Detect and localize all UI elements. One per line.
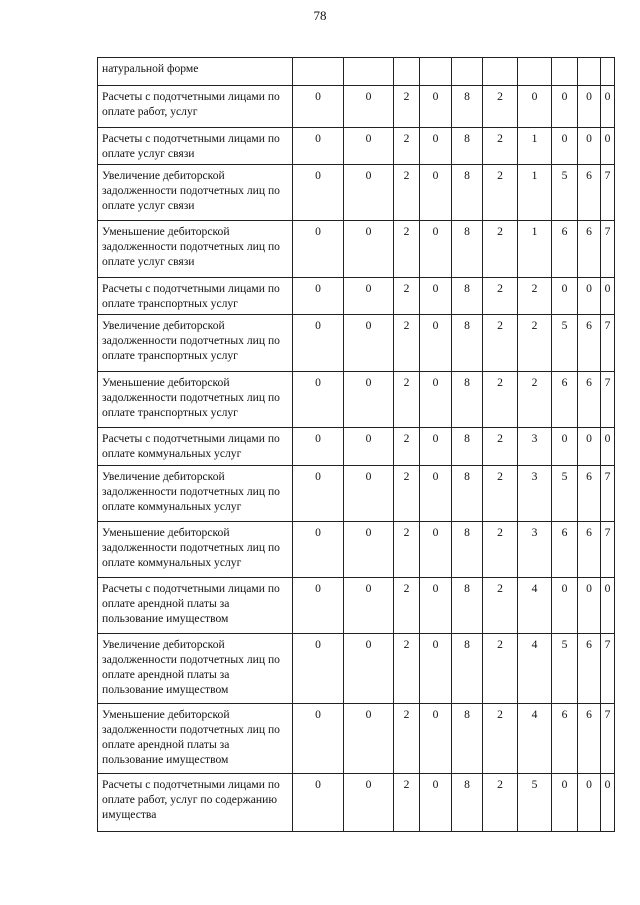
code-digit-4: 0 xyxy=(420,704,452,774)
row-label: Уменьшение дебиторской задолженности подотчетных лиц по оплате арендной платы за пользование имуществом xyxy=(98,704,293,774)
code-digit-10: 7 xyxy=(601,372,615,428)
code-digit-3: 2 xyxy=(394,634,420,704)
code-digit-2: 0 xyxy=(344,774,394,832)
table-row xyxy=(98,278,615,315)
code-digit-1: 0 xyxy=(293,704,344,774)
code-digit-7: 1 xyxy=(518,128,552,165)
code-digit-2: 0 xyxy=(344,128,394,165)
code-digit-10 xyxy=(601,58,615,86)
code-digit-5: 8 xyxy=(452,221,483,278)
code-digit-10: 0 xyxy=(601,428,615,466)
table-row xyxy=(98,704,615,774)
code-digit-3: 2 xyxy=(394,315,420,372)
code-digit-9 xyxy=(578,58,601,86)
code-digit-6: 2 xyxy=(483,522,518,578)
code-digit-1 xyxy=(293,58,344,86)
code-digit-6: 2 xyxy=(483,315,518,372)
code-digit-10: 7 xyxy=(601,466,615,522)
code-digit-4: 0 xyxy=(420,278,452,315)
code-digit-1: 0 xyxy=(293,634,344,704)
code-digit-5: 8 xyxy=(452,372,483,428)
code-digit-4: 0 xyxy=(420,315,452,372)
table-row xyxy=(98,578,615,634)
code-digit-8: 0 xyxy=(552,774,578,832)
code-digit-4: 0 xyxy=(420,522,452,578)
code-digit-8: 6 xyxy=(552,704,578,774)
code-digit-4: 0 xyxy=(420,634,452,704)
code-digit-10: 0 xyxy=(601,86,615,128)
row-label: Расчеты с подотчетными лицами по оплате транспортных услуг xyxy=(98,278,293,315)
code-digit-5: 8 xyxy=(452,704,483,774)
row-label: Уменьшение дебиторской задолженности подотчетных лиц по оплате транспортных услуг xyxy=(98,372,293,428)
code-digit-8: 5 xyxy=(552,634,578,704)
code-digit-8 xyxy=(552,58,578,86)
code-digit-8: 6 xyxy=(552,522,578,578)
code-digit-10: 0 xyxy=(601,278,615,315)
code-digit-4: 0 xyxy=(420,165,452,221)
code-digit-9: 0 xyxy=(578,428,601,466)
code-digit-10: 7 xyxy=(601,315,615,372)
code-digit-6: 2 xyxy=(483,578,518,634)
code-digit-2: 0 xyxy=(344,221,394,278)
table-row xyxy=(98,58,615,86)
code-digit-7: 0 xyxy=(518,86,552,128)
code-digit-1: 0 xyxy=(293,428,344,466)
code-digit-8: 0 xyxy=(552,578,578,634)
code-digit-3: 2 xyxy=(394,372,420,428)
code-digit-4: 0 xyxy=(420,774,452,832)
code-digit-10: 7 xyxy=(601,634,615,704)
code-digit-7: 5 xyxy=(518,774,552,832)
code-digit-9: 6 xyxy=(578,466,601,522)
table-row xyxy=(98,86,615,128)
row-label: Увеличение дебиторской задолженности подотчетных лиц по оплате арендной платы за пользование имуществом xyxy=(98,634,293,704)
row-label: Расчеты с подотчетными лицами по оплате коммунальных услуг xyxy=(98,428,293,466)
code-digit-4: 0 xyxy=(420,578,452,634)
code-digit-7: 4 xyxy=(518,634,552,704)
code-digit-2: 0 xyxy=(344,522,394,578)
code-digit-1: 0 xyxy=(293,522,344,578)
code-digit-1: 0 xyxy=(293,221,344,278)
code-digit-3: 2 xyxy=(394,128,420,165)
code-digit-8: 5 xyxy=(552,315,578,372)
code-digit-7: 2 xyxy=(518,278,552,315)
code-digit-3: 2 xyxy=(394,165,420,221)
row-label: Уменьшение дебиторской задолженности подотчетных лиц по оплате услуг связи xyxy=(98,221,293,278)
code-digit-10: 7 xyxy=(601,704,615,774)
code-digit-2: 0 xyxy=(344,315,394,372)
code-digit-1: 0 xyxy=(293,86,344,128)
code-digit-2: 0 xyxy=(344,428,394,466)
code-digit-5: 8 xyxy=(452,315,483,372)
row-label: Расчеты с подотчетными лицами по оплате услуг связи xyxy=(98,128,293,165)
code-digit-1: 0 xyxy=(293,466,344,522)
code-digit-4: 0 xyxy=(420,372,452,428)
code-digit-5: 8 xyxy=(452,128,483,165)
code-digit-7: 1 xyxy=(518,165,552,221)
code-digit-3: 2 xyxy=(394,704,420,774)
code-digit-1: 0 xyxy=(293,372,344,428)
code-digit-5: 8 xyxy=(452,522,483,578)
code-digit-5: 8 xyxy=(452,466,483,522)
code-digit-3 xyxy=(394,58,420,86)
code-digit-3: 2 xyxy=(394,221,420,278)
table-body xyxy=(98,58,615,832)
code-digit-8: 0 xyxy=(552,86,578,128)
code-digit-7: 3 xyxy=(518,428,552,466)
row-label: Расчеты с подотчетными лицами по оплате арендной платы за пользование имуществом xyxy=(98,578,293,634)
code-digit-4: 0 xyxy=(420,86,452,128)
code-digit-9: 6 xyxy=(578,522,601,578)
code-digit-8: 0 xyxy=(552,128,578,165)
code-digit-7: 4 xyxy=(518,704,552,774)
code-digit-7: 2 xyxy=(518,372,552,428)
page-number: 78 xyxy=(313,8,327,23)
code-digit-3: 2 xyxy=(394,278,420,315)
code-digit-3: 2 xyxy=(394,466,420,522)
code-digit-3: 2 xyxy=(394,578,420,634)
code-digit-8: 6 xyxy=(552,372,578,428)
table-row xyxy=(98,774,615,832)
code-digit-4 xyxy=(420,58,452,86)
code-digit-9: 0 xyxy=(578,128,601,165)
code-digit-8: 0 xyxy=(552,428,578,466)
code-digit-2 xyxy=(344,58,394,86)
code-digit-6: 2 xyxy=(483,466,518,522)
code-digit-2: 0 xyxy=(344,634,394,704)
code-digit-9: 0 xyxy=(578,774,601,832)
row-label: Расчеты с подотчетными лицами по оплате работ, услуг по содержанию имущества xyxy=(98,774,293,832)
code-digit-4: 0 xyxy=(420,466,452,522)
code-digit-7: 4 xyxy=(518,578,552,634)
code-digit-6: 2 xyxy=(483,774,518,832)
code-digit-8: 6 xyxy=(552,221,578,278)
code-digit-2: 0 xyxy=(344,372,394,428)
code-digit-10: 7 xyxy=(601,522,615,578)
table-row xyxy=(98,165,615,221)
code-digit-10: 7 xyxy=(601,165,615,221)
code-digit-5: 8 xyxy=(452,634,483,704)
code-digit-8: 0 xyxy=(552,278,578,315)
code-digit-2: 0 xyxy=(344,704,394,774)
code-digit-5: 8 xyxy=(452,165,483,221)
code-digit-5: 8 xyxy=(452,428,483,466)
code-digit-10: 0 xyxy=(601,774,615,832)
table-row xyxy=(98,221,615,278)
code-digit-1: 0 xyxy=(293,128,344,165)
code-digit-1: 0 xyxy=(293,278,344,315)
code-digit-6: 2 xyxy=(483,634,518,704)
code-digit-10: 0 xyxy=(601,578,615,634)
code-digit-9: 0 xyxy=(578,86,601,128)
code-digit-5 xyxy=(452,58,483,86)
code-digit-1: 0 xyxy=(293,165,344,221)
code-digit-6: 2 xyxy=(483,221,518,278)
code-digit-6: 2 xyxy=(483,704,518,774)
table-row xyxy=(98,428,615,466)
code-digit-2: 0 xyxy=(344,578,394,634)
code-digit-1: 0 xyxy=(293,578,344,634)
code-digit-1: 0 xyxy=(293,774,344,832)
code-digit-9: 6 xyxy=(578,165,601,221)
row-label: Уменьшение дебиторской задолженности подотчетных лиц по оплате коммунальных услуг xyxy=(98,522,293,578)
code-digit-4: 0 xyxy=(420,221,452,278)
table-row xyxy=(98,315,615,372)
code-digit-8: 5 xyxy=(552,165,578,221)
row-label: Увеличение дебиторской задолженности подотчетных лиц по оплате коммунальных услуг xyxy=(98,466,293,522)
code-digit-9: 6 xyxy=(578,372,601,428)
code-digit-6: 2 xyxy=(483,128,518,165)
table-row xyxy=(98,372,615,428)
code-digit-5: 8 xyxy=(452,86,483,128)
code-digit-10: 7 xyxy=(601,221,615,278)
code-digit-9: 6 xyxy=(578,315,601,372)
code-digit-7 xyxy=(518,58,552,86)
code-digit-5: 8 xyxy=(452,278,483,315)
table-row xyxy=(98,466,615,522)
code-digit-9: 0 xyxy=(578,278,601,315)
row-label: Увеличение дебиторской задолженности подотчетных лиц по оплате транспортных услуг xyxy=(98,315,293,372)
code-digit-4: 0 xyxy=(420,428,452,466)
code-digit-7: 3 xyxy=(518,466,552,522)
code-digit-2: 0 xyxy=(344,86,394,128)
code-digit-9: 6 xyxy=(578,221,601,278)
table-row xyxy=(98,522,615,578)
code-digit-6 xyxy=(483,58,518,86)
code-digit-6: 2 xyxy=(483,278,518,315)
code-digit-3: 2 xyxy=(394,522,420,578)
code-digit-6: 2 xyxy=(483,165,518,221)
row-label: Увеличение дебиторской задолженности подотчетных лиц по оплате услуг связи xyxy=(98,165,293,221)
code-digit-3: 2 xyxy=(394,86,420,128)
code-digit-10: 0 xyxy=(601,128,615,165)
table-row xyxy=(98,128,615,165)
code-digit-2: 0 xyxy=(344,466,394,522)
code-digit-9: 6 xyxy=(578,704,601,774)
code-digit-2: 0 xyxy=(344,278,394,315)
row-label: Расчеты с подотчетными лицами по оплате работ, услуг xyxy=(98,86,293,128)
code-digit-8: 5 xyxy=(552,466,578,522)
code-digit-6: 2 xyxy=(483,428,518,466)
code-digit-6: 2 xyxy=(483,86,518,128)
code-digit-2: 0 xyxy=(344,165,394,221)
code-digit-7: 2 xyxy=(518,315,552,372)
account-codes-table xyxy=(97,57,615,832)
table-row xyxy=(98,634,615,704)
code-digit-7: 1 xyxy=(518,221,552,278)
code-digit-9: 6 xyxy=(578,634,601,704)
code-digit-3: 2 xyxy=(394,428,420,466)
code-digit-4: 0 xyxy=(420,128,452,165)
code-digit-3: 2 xyxy=(394,774,420,832)
code-digit-1: 0 xyxy=(293,315,344,372)
code-digit-5: 8 xyxy=(452,578,483,634)
code-digit-5: 8 xyxy=(452,774,483,832)
code-digit-6: 2 xyxy=(483,372,518,428)
code-digit-9: 0 xyxy=(578,578,601,634)
code-digit-7: 3 xyxy=(518,522,552,578)
row-label: натуральной форме xyxy=(98,58,293,86)
